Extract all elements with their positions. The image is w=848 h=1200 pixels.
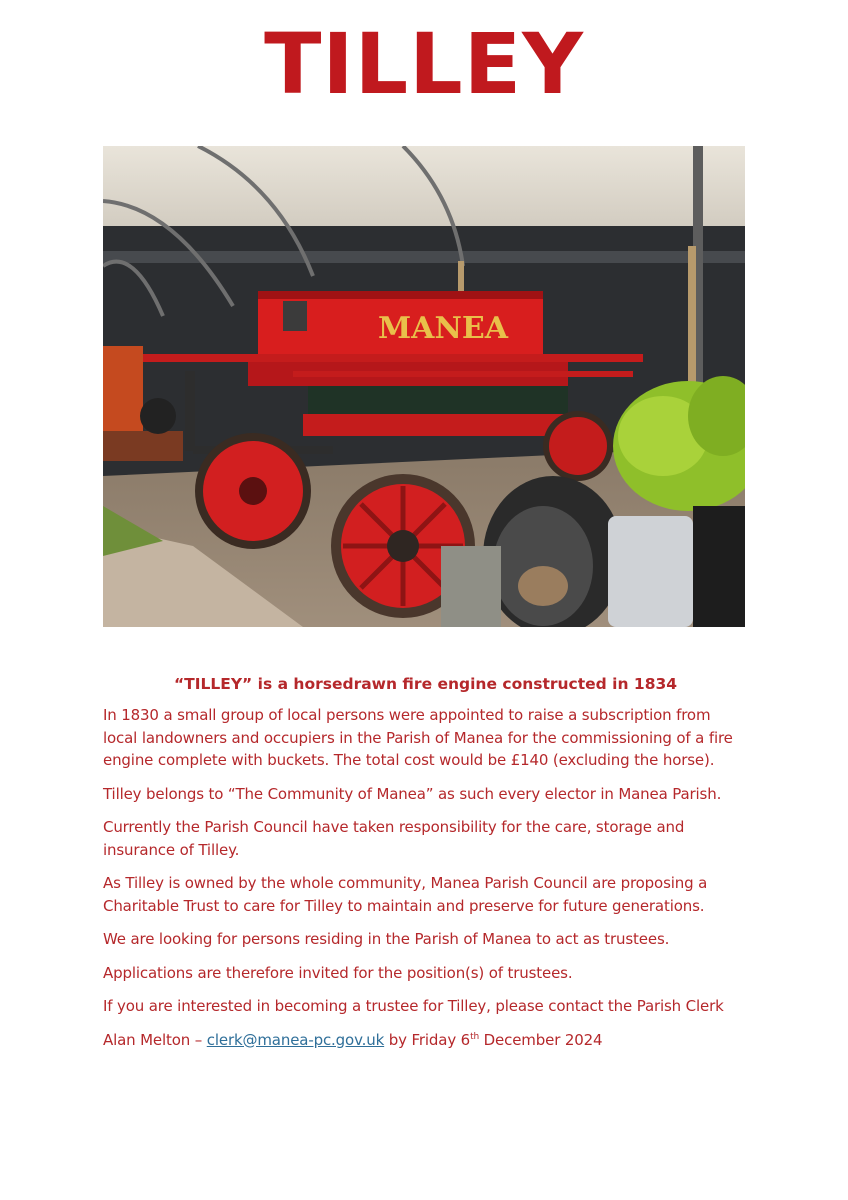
paragraph-responsibility: Currently the Parish Council have taken responsibility for the care, storage and insurance of Tilley.: [103, 818, 685, 859]
contact-line: [103, 1029, 748, 1052]
paragraph-trustees-sought: We are looking for persons residing in the Parish of Manea to act as trustees.: [103, 930, 670, 948]
article-body: [103, 673, 748, 1051]
email-link[interactable]: clerk@manea-pc.gov.uk: [206, 1030, 385, 1049]
paragraph-contact-intro: If you are interested in becoming a trustee for Tilley, please contact the Parish Clerk: [103, 997, 724, 1015]
paragraph-ownership: Tilley belongs to “The Community of Manea” as such every elector in Manea Parish.: [103, 784, 722, 803]
subheading: “TILLEY” is a horsedrawn fire engine constructed in 1834: [173, 675, 678, 693]
engine-label: MANEA: [377, 311, 509, 346]
contact-name: Alan Melton –: [103, 1030, 207, 1049]
deadline-ordinal: th: [470, 1031, 480, 1042]
paragraph-trust: As Tilley is owned by the whole community, Manea Parish Council are proposing a Charitable Trust to care for Tilley to maintain and preserve for future generations.: [103, 874, 708, 915]
paragraph-applications: Applications are therefore invited for the position(s) of trustees.: [103, 963, 573, 982]
page-title: TILLEY: [264, 15, 584, 113]
paragraph-history: In 1830 a small group of local persons were appointed to raise a subscription from local landowners and occupiers in the Parish of Manea for the commissioning of a fire engine complete with buckets. The total cost would be £140 (excluding the horse).: [103, 706, 733, 769]
deadline-date: December 2024: [479, 1030, 603, 1049]
deadline-prefix: by Friday 6: [384, 1030, 471, 1049]
fire-engine-photo: [103, 146, 745, 627]
